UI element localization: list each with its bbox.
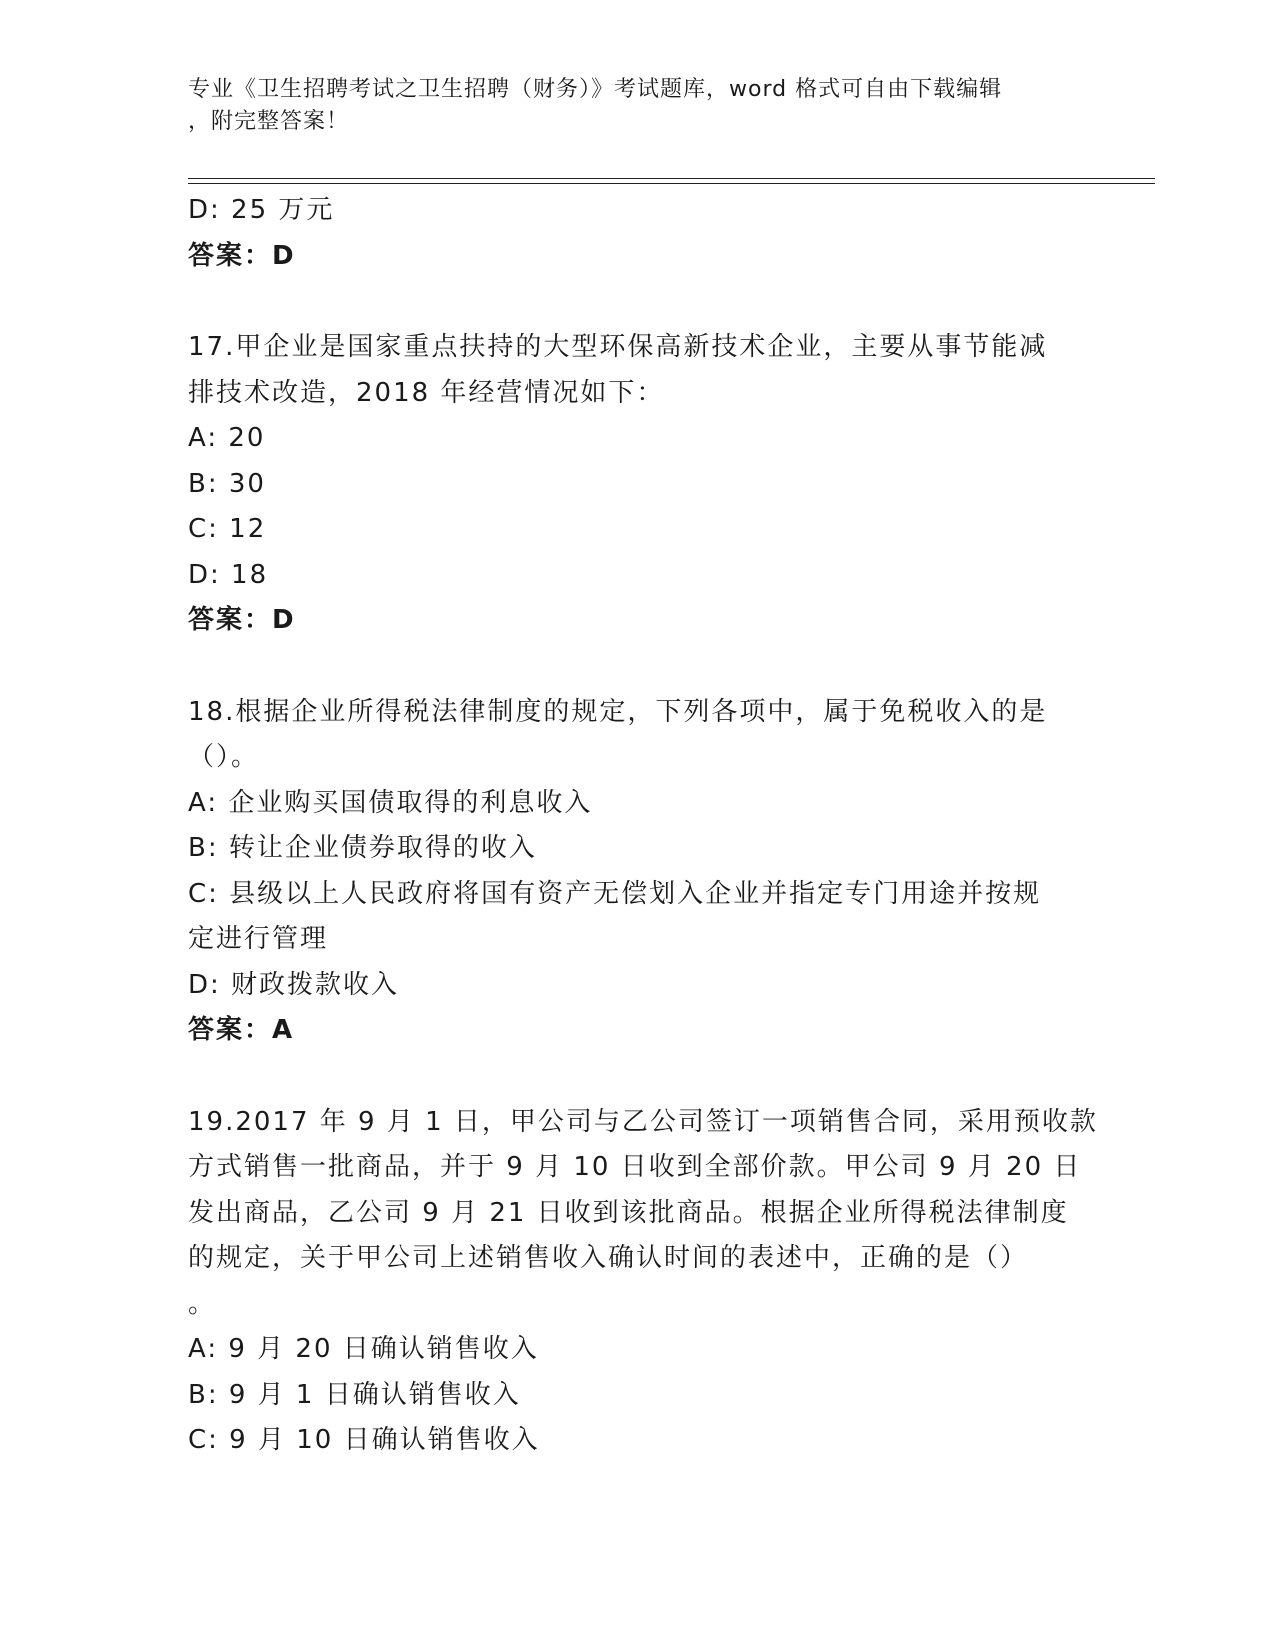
answer: 答案：D — [188, 605, 296, 635]
answer: 答案：D — [188, 240, 296, 271]
question-stem: 。 — [188, 1288, 217, 1319]
question-19 — [188, 1100, 1098, 1464]
option-b: B: 9 月 1 日确认销售收入 — [188, 1379, 521, 1410]
question-stem: 排技术改造，2018 年经营情况如下： — [188, 377, 665, 408]
option-c: C: 9 月 10 日确认销售收入 — [188, 1425, 540, 1455]
option-b: B: 30 — [188, 468, 266, 499]
question-17 — [188, 325, 1088, 644]
option-a: A: 9 月 20 日确认销售收入 — [188, 1334, 539, 1364]
question-stem: 的规定，关于甲公司上述销售收入确认时间的表述中，正确的是（） — [188, 1243, 1029, 1273]
question-stem: 发出商品，乙公司 9 月 21 日收到该批商品。根据企业所得税法律制度 — [188, 1197, 1069, 1228]
header-divider-top — [188, 178, 1155, 179]
header-divider-bottom — [188, 183, 1155, 184]
option-c: C: 12 — [188, 514, 267, 544]
header-line-2: ，附完整答案！ — [188, 109, 350, 134]
question-stem: 方式销售一批商品，并于 9 月 10 日收到全部价款。甲公司 9 月 20 日 — [188, 1152, 1082, 1182]
question-18 — [188, 690, 1088, 1054]
document-header — [188, 74, 1088, 138]
option-b: B: 转让企业债券取得的收入 — [188, 833, 537, 863]
header-line-1: 专业《卫生招聘考试之卫生招聘（财务）》考试题库，word 格式可自由下载编辑 — [188, 77, 1003, 102]
question-stem: 19.2017 年 9 月 1 日，甲公司与乙公司签订一项销售合同，采用预收款 — [188, 1106, 1098, 1137]
option-d: D: 25 万元 — [188, 195, 335, 225]
option-c-continued: 定进行管理 — [188, 924, 329, 954]
option-a: A: 20 — [188, 423, 266, 453]
option-d: D: 财政拨款收入 — [188, 969, 400, 1000]
answer: 答案：A — [188, 1015, 295, 1045]
question-stem: （）。 — [188, 742, 260, 772]
question-stem: 18.根据企业所得税法律制度的规定，下列各项中，属于免税收入的是 — [188, 696, 1048, 727]
option-a: A: 企业购买国债取得的利息收入 — [188, 787, 593, 818]
question-stem: 17.甲企业是国家重点扶持的大型环保高新技术企业，主要从事节能减 — [188, 332, 1048, 362]
option-c: C: 县级以上人民政府将国有资产无偿划入企业并指定专门用途并按规 — [188, 878, 1042, 909]
option-d: D: 18 — [188, 559, 269, 590]
prev-question-tail — [188, 188, 1088, 279]
document-body — [188, 188, 1098, 1464]
